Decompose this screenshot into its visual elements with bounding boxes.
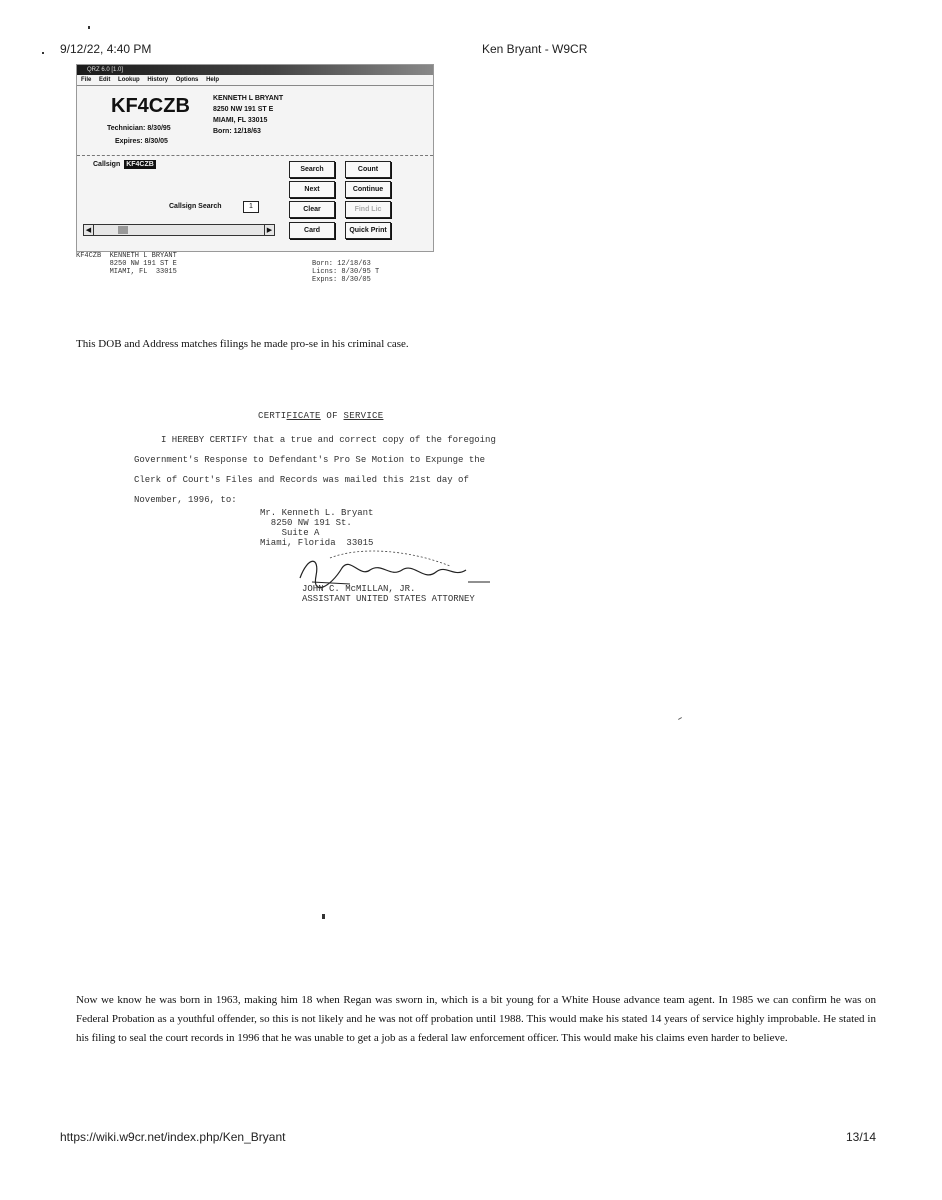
born-date: 12/18/63 [233,128,261,135]
printout-line: 8250 NW 191 ST E [76,260,177,268]
scan-speck [322,914,325,919]
born-label: Born: [213,128,232,135]
cert-title-part: OF [320,411,344,421]
cert-title-part: CERTI [258,411,287,421]
callsign-search-label: Callsign Search [169,203,222,210]
technician-label: Technician: [107,125,146,132]
app-menu-bar [77,75,433,86]
callsign-field-value[interactable]: KF4CZB [126,161,154,168]
dob-address-note: This DOB and Address matches filings he made pro-se in his criminal case. [76,338,409,350]
next-button[interactable]: Next [289,181,335,198]
menu-file[interactable]: File [81,77,92,83]
menu-help[interactable]: Help [206,77,220,83]
find-lic-button[interactable]: Find Lic [345,201,391,218]
callsign-search-spinner[interactable]: 1 [243,201,259,213]
certificate-body: I HEREBY CERTIFY that a true and correct copy of the foregoing Government's Response to Defendant's Pro Se Motion to Expunge the Clerk of Court's Files and Records was mailed this 21st day of November, 1996, to: [134,435,496,505]
print-page-title: Ken Bryant - W9CR [482,42,588,56]
printout-right [312,260,379,284]
print-page-number: 13/14 [846,1130,877,1144]
licensee-city: MIAMI, FL 33015 [213,117,268,124]
cert-title-part: FICATE [286,411,321,421]
callsign-field[interactable] [93,161,156,168]
print-datetime: 9/12/22, 4:40 PM [60,42,152,56]
callsign-lookup-screenshot [76,64,434,252]
card-button[interactable]: Card [289,222,335,239]
printout-line: Expns: 8/30/05 [312,276,371,284]
expires-line [115,138,168,145]
printout-line: KF4CZB KENNETH L BRYANT [76,252,177,260]
licensee-block [213,93,283,137]
cert-title-part: SERVICE [343,411,384,421]
print-footer-url[interactable]: https://wiki.w9cr.net/index.php/Ken_Bryant [60,1130,286,1144]
certificate-address: Mr. Kenneth L. Bryant 8250 NW 191 St. Suite A Miami, Florida 33015 [260,508,374,548]
scroll-left-icon[interactable]: ◀ [84,225,94,235]
search-button[interactable]: Search [289,161,335,178]
count-button[interactable]: Count [345,161,391,178]
licensee-name: KENNETH L BRYANT [213,95,284,102]
printout-line: MIAMI, FL 33015 [76,268,177,276]
clear-button[interactable]: Clear [289,201,335,218]
divider [77,155,433,156]
scan-speck [678,717,682,720]
technician-line [107,125,171,132]
scan-speck [88,26,90,29]
analysis-paragraph: Now we know he was born in 1963, making him 18 when Regan was sworn in, which is a bit young for a White House advance team agent. In 1985 we can confirm he was on Federal Probation as a youthful offender, so this is not likely and he was not off probation until 1988. This would make his stated 14 years of service highly improbable. He stated in his filing to seal the court records in 1996 that he was unable to get a job as a federal law enforcement officer. This would make his claims even harder to believe. [76,994,876,1044]
menu-edit[interactable]: Edit [99,77,111,83]
printout-line: Born: 12/18/63 [312,260,371,268]
menu-options[interactable]: Options [175,77,199,83]
scroll-thumb[interactable] [118,226,128,234]
printout-line: Licns: 8/30/95 T [312,268,380,276]
licensee-born [213,126,283,137]
menu-history[interactable]: History [147,77,169,83]
expires-label: Expires: [115,138,143,145]
continue-button[interactable]: Continue [345,181,391,198]
certificate-signer: JOHN C. McMILLAN, JR. ASSISTANT UNITED STATES ATTORNEY [302,584,475,604]
horizontal-scrollbar[interactable] [83,224,275,236]
technician-date: 8/30/95 [147,125,171,132]
menu-lookup[interactable]: Lookup [118,77,140,83]
licensee-address: 8250 NW 191 ST E [213,106,274,113]
certificate-title [258,411,383,421]
quick-print-button[interactable]: Quick Print [345,222,391,239]
callsign-display: KF4CZB [111,95,190,117]
printout-left [76,252,177,276]
callsign-field-label: Callsign [93,161,121,168]
scan-speck [42,52,44,54]
scroll-right-icon[interactable]: ▶ [264,225,274,235]
expires-date: 8/30/05 [144,138,168,145]
app-title-bar: QRZ 6.0 [1.0] [77,65,433,75]
